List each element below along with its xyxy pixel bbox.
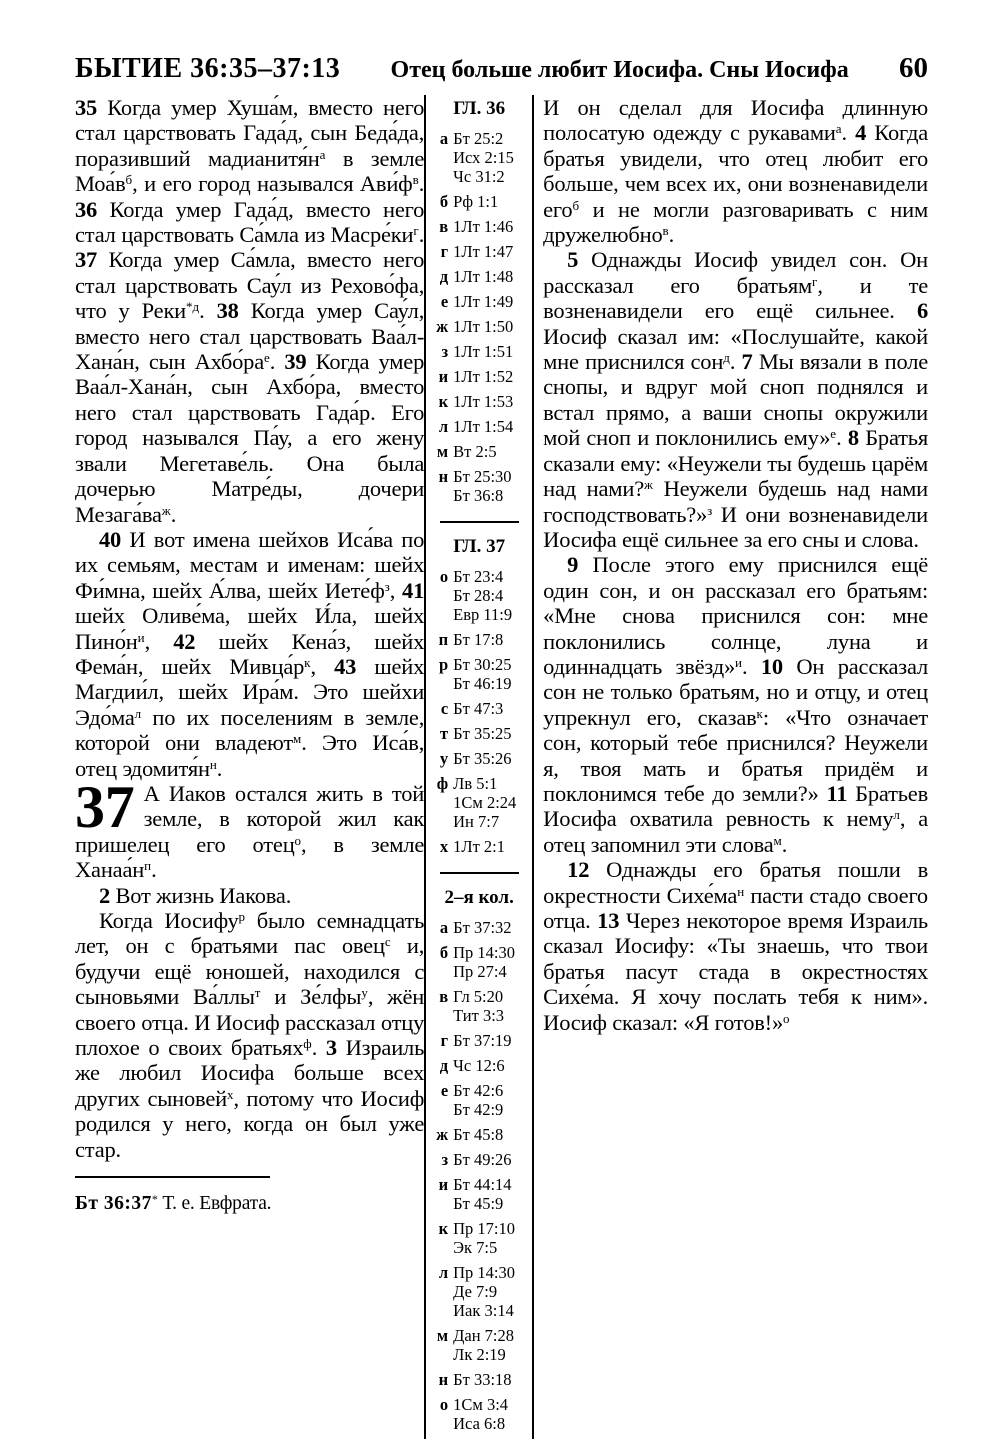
- verse-text: И они возненавидели Иосифа ещё сильнее за его сны и слова.: [543, 501, 928, 552]
- ref-list: [453, 1370, 527, 1389]
- ref-letter: т: [440, 724, 449, 743]
- ref-entry: [431, 699, 527, 718]
- cross-ref-marker: д: [723, 350, 730, 366]
- ref-entry: [431, 1326, 527, 1364]
- verse-text: .: [199, 298, 217, 324]
- verse-text: шейх Кена́з, шейх Фема́н, шейх Мивца́р: [75, 628, 425, 679]
- verse-text: Когда братья увидели, что отец любит его больше, чем всех их, они возненавидели его: [543, 120, 928, 222]
- ref-letter: б: [439, 192, 449, 211]
- ref-item: Бт 46:19: [453, 674, 512, 693]
- ref-list: [453, 837, 527, 856]
- ref-entry: [431, 442, 527, 461]
- cross-ref-marker: е: [830, 426, 837, 442]
- ref-list: [453, 630, 527, 649]
- ref-item: Де 7:9: [453, 1282, 498, 1301]
- ref-list: [453, 417, 527, 436]
- verse-text: Иосиф сказал им: «Послушайте, какой мне приснился сон: [543, 323, 928, 375]
- ref-item: 1Лт 1:51: [453, 342, 514, 361]
- paragraph: [75, 883, 424, 908]
- verse-text: и не могли разговаривать с ним дружелюбно: [543, 196, 928, 248]
- ref-letter: к: [438, 392, 449, 411]
- cross-ref-marker: р: [238, 909, 246, 924]
- ref-letter: д: [439, 1056, 449, 1075]
- verse-text: Вот жизнь Иакова.: [110, 882, 292, 908]
- ref-item: Тит 3:3: [453, 1006, 505, 1025]
- cross-reference-column: [424, 95, 534, 1439]
- ref-entry: [431, 1056, 527, 1075]
- cross-ref-marker: к: [756, 705, 763, 721]
- footnote-ref: Бт 36:37: [75, 1193, 152, 1215]
- ref-entry: [431, 837, 527, 856]
- verse-text: в земле Моа́в: [75, 145, 425, 197]
- cross-ref-marker: з: [384, 578, 390, 594]
- ref-item: Бт 45:9: [453, 1194, 504, 1213]
- cross-ref-marker: х: [226, 1086, 234, 1102]
- ref-group-title: ГЛ. 36: [453, 98, 506, 119]
- verse-text: ,: [310, 653, 335, 679]
- ref-item: Лк 2:19: [453, 1345, 506, 1364]
- ref-list: [453, 987, 527, 1025]
- verse-number: 35: [75, 95, 98, 120]
- verse-text: , потому что Иосиф родился у него, когда он был уже стар.: [75, 1085, 425, 1162]
- cross-ref-marker: н: [737, 883, 745, 899]
- ref-letter: в: [439, 987, 449, 1006]
- ref-entry: [431, 943, 527, 981]
- verse-number: 2: [99, 882, 111, 908]
- ref-list: [453, 918, 527, 937]
- ref-item: Бт 28:4: [453, 586, 504, 605]
- ref-item: Вт 2:5: [453, 442, 497, 461]
- ref-entry: [431, 467, 527, 505]
- cross-ref-marker: и: [735, 654, 742, 670]
- ref-letter: л: [438, 417, 449, 436]
- paragraph: [75, 95, 424, 527]
- verse-number: 10: [760, 653, 783, 679]
- ref-item: 1Лт 1:46: [453, 217, 514, 236]
- ref-list: [453, 1081, 527, 1119]
- cross-ref-marker: т: [254, 985, 261, 1001]
- ref-item: 1Лт 1:54: [453, 417, 514, 436]
- ref-group-title: ГЛ. 37: [453, 536, 506, 557]
- ref-entry: [431, 392, 527, 411]
- verse-number: 13: [597, 908, 620, 933]
- ref-list: [453, 367, 527, 386]
- ref-letter: е: [440, 1081, 449, 1100]
- ref-list: [453, 1326, 527, 1364]
- ref-letter: а: [439, 129, 449, 148]
- ref-list: [453, 242, 527, 261]
- cross-ref-marker: м: [293, 731, 302, 747]
- text-columns: [75, 95, 928, 1439]
- ref-entry: [431, 655, 527, 693]
- ref-letter: х: [439, 837, 449, 856]
- paragraph: [543, 247, 928, 552]
- ref-group-title: 2–я кол.: [444, 887, 514, 908]
- ref-item: Бт 37:32: [453, 918, 512, 937]
- ref-letter: п: [438, 630, 449, 649]
- verse-text: Когда умер Ваа́л-Хана́н, сын Ахбо́ра, вместо него стал царствовать Гада́р. Его город назывался Па́у, а его жену звали Мегетаве́ль. Она была дочерью Матре́ды, дочери Мезага́ва: [75, 349, 425, 527]
- verse-text: , а отец запомнил эти слова: [543, 806, 929, 857]
- ref-item: Рф 1:1: [453, 192, 499, 211]
- ref-list: [453, 342, 527, 361]
- verse-text: ,: [389, 577, 403, 603]
- ref-letter: и: [438, 1175, 449, 1194]
- ref-letter: г: [440, 1031, 449, 1050]
- ref-entry: [431, 267, 527, 286]
- verse-text: Когда умер Хуша́м, вместо него стал царствовать Гада́д, сын Беда́да, поразивший мадианитя́н: [75, 95, 425, 171]
- ref-item: 1Лт 2:1: [453, 837, 506, 856]
- cross-ref-marker: в: [662, 223, 669, 239]
- ref-letter: л: [438, 1263, 449, 1282]
- page-number: 60: [899, 52, 928, 84]
- ref-list: [453, 1175, 527, 1213]
- chapter-number: 37: [75, 773, 135, 840]
- ref-letter: о: [439, 1395, 449, 1414]
- ref-item: Чс 12:6: [453, 1056, 505, 1075]
- verse-text: Неужели будешь над нами господствовать?»: [543, 476, 928, 527]
- footnote: [75, 1187, 424, 1216]
- verse-text: Братья сказали ему: «Неужели ты будешь царём над нами?: [543, 425, 929, 502]
- ref-list: [453, 467, 527, 505]
- ref-list: [453, 724, 527, 743]
- cross-ref-marker: п: [144, 858, 152, 874]
- ref-list: [453, 1031, 527, 1050]
- ref-letter: б: [439, 943, 449, 962]
- ref-item: Бт 17:8: [453, 630, 504, 649]
- ref-letter: и: [438, 367, 449, 386]
- ref-list: [453, 267, 527, 286]
- ref-item: Бт 25:30: [453, 467, 512, 486]
- verse-text: .: [418, 171, 425, 197]
- verse-text: и, будучи ещё юношей, находился с сыновьями Ва́ллы: [75, 933, 425, 1010]
- ref-item: Бт 37:19: [453, 1031, 512, 1050]
- header-passage-range: БЫТИЕ 36:35–37:13: [75, 53, 341, 84]
- verse-text: Когда умер Сау́л, вместо него стал царствовать Ваа́л-Хана́н, сын Ахбо́ра: [75, 298, 425, 375]
- cross-ref-marker: о: [294, 832, 302, 848]
- ref-letter: е: [440, 292, 449, 311]
- ref-item: Бт 36:8: [453, 486, 504, 505]
- ref-letter: н: [438, 1370, 449, 1389]
- cross-ref-marker: а: [835, 121, 842, 137]
- paragraph: [75, 527, 424, 781]
- verse-number: 4: [855, 120, 867, 146]
- ref-letter: н: [438, 467, 449, 486]
- ref-entry: [431, 1031, 527, 1050]
- cross-ref-marker: е: [264, 350, 270, 366]
- paragraph: [543, 857, 928, 1035]
- ref-item: 1Лт 1:48: [453, 267, 514, 286]
- cross-ref-marker: н: [209, 756, 217, 772]
- ref-item: Исх 2:15: [453, 148, 514, 167]
- ref-item: 1Лт 1:50: [453, 317, 514, 336]
- ref-entry: [431, 342, 527, 361]
- cross-ref-marker: л: [893, 807, 900, 823]
- cross-ref-marker: г: [812, 273, 818, 289]
- verse-number: 5: [567, 247, 579, 273]
- ref-list: [453, 943, 527, 981]
- ref-entry: [431, 217, 527, 236]
- paragraph: [75, 908, 424, 1162]
- verse-text: .: [418, 222, 425, 248]
- ref-entry: [431, 749, 527, 768]
- cross-ref-marker: у: [361, 985, 368, 1001]
- ref-item: Бт 35:25: [453, 724, 512, 743]
- ref-list: [453, 1125, 527, 1144]
- verse-text: шейх Магдии́л, шейх Ира́м. Это шейхи Эдо́ма: [75, 653, 425, 730]
- ref-entry: [431, 987, 527, 1025]
- cross-ref-marker: а: [319, 146, 326, 162]
- ref-item: Бт 33:18: [453, 1370, 512, 1389]
- ref-letter: з: [441, 1150, 449, 1169]
- ref-entry: [431, 1150, 527, 1169]
- verse-text: шейх Оливе́ма, шейх И́ла, шейх Пино́н: [75, 603, 425, 654]
- verse-text: Братьев Иосифа охватила ревность к нему: [543, 780, 928, 832]
- ref-entry: [431, 1081, 527, 1119]
- ref-item: Бт 30:25: [453, 655, 512, 674]
- verse-text: , и те возненавидели его ещё сильнее.: [543, 272, 928, 324]
- ref-item: Эк 7:5: [453, 1238, 498, 1257]
- ref-list: [453, 292, 527, 311]
- footnote-divider: [75, 1176, 270, 1178]
- ref-item: 1См 3:4: [453, 1395, 509, 1414]
- ref-list: [453, 1219, 527, 1257]
- verse-text: . Это Иса́в, отец эдомитя́н: [75, 730, 425, 781]
- verse-text: Когда Иосифу: [99, 908, 239, 933]
- verse-number: 40: [99, 526, 122, 552]
- verse-number: 39: [284, 349, 307, 375]
- ref-list: [453, 217, 527, 236]
- verse-text: Израиль же любил Иосифа больше всех других сыновей: [75, 1035, 425, 1111]
- verse-text: После этого ему приснился ещё один сон, и он рассказал его братьям: «Мне снова приснился сон: мне поклонились солнце, луна и одиннадцать звёзд»: [543, 552, 928, 679]
- ref-item: Иса 6:8: [453, 1414, 506, 1433]
- ref-entry: [431, 417, 527, 436]
- ref-item: Пр 14:30: [453, 943, 516, 962]
- ref-item: Бт 35:26: [453, 749, 512, 768]
- page-header: [75, 52, 928, 85]
- verse-text: и Зе́лфы: [260, 984, 362, 1010]
- ref-item: 1Лт 1:49: [453, 292, 514, 311]
- verse-text: .: [170, 501, 177, 527]
- cross-ref-marker: з: [707, 502, 713, 518]
- verse-number: 6: [916, 298, 928, 324]
- ref-entry: [431, 630, 527, 649]
- paragraph: [543, 95, 928, 247]
- ref-item: Бт 42:6: [453, 1081, 504, 1100]
- verse-text: А Иаков остался жить в той земле, в которой жил как пришелец его отец: [75, 780, 425, 857]
- ref-entry: [431, 567, 527, 624]
- ref-list: [453, 567, 527, 624]
- ref-letter: г: [440, 242, 449, 261]
- verse-text: Однажды его братья пошли в окрестности Сихе́ма: [543, 857, 928, 908]
- verse-text: .: [151, 857, 157, 883]
- verse-text: ,: [144, 628, 174, 654]
- ref-entry: [431, 1175, 527, 1213]
- verse-number: 37: [75, 247, 98, 273]
- cross-ref-marker: и: [137, 629, 145, 645]
- ref-list: [453, 1395, 527, 1433]
- right-text-column: [534, 95, 928, 1439]
- ref-item: 1Лт 1:52: [453, 367, 514, 386]
- ref-letter: о: [439, 567, 449, 586]
- ref-list: [453, 1150, 527, 1169]
- ref-item: Евр 11:9: [453, 605, 513, 624]
- ref-letter: в: [439, 217, 449, 236]
- cross-ref-marker: м: [773, 832, 782, 848]
- ref-item: Дан 7:28: [453, 1326, 515, 1345]
- ref-item: Гл 5:20: [453, 987, 504, 1006]
- ref-item: Пр 17:10: [453, 1219, 516, 1238]
- ref-letter: с: [440, 699, 449, 718]
- cross-ref-marker: ф: [303, 1036, 312, 1052]
- left-text-column: [75, 95, 424, 1439]
- verse-text: .: [841, 120, 856, 146]
- ref-entry: [431, 1219, 527, 1257]
- ref-letter: у: [439, 749, 449, 768]
- verse-text: Когда умер Гада́д, вместо него стал царствовать Са́мла из Масре́ки: [75, 196, 425, 248]
- ref-list: [453, 442, 527, 461]
- verse-text: было семнадцать лет, он с братьями пас овец: [75, 908, 425, 959]
- ref-list: [453, 699, 527, 718]
- ref-entry: [431, 317, 527, 336]
- ref-entry: [431, 1263, 527, 1320]
- verse-number: 36: [75, 196, 98, 222]
- ref-list: [453, 129, 527, 186]
- ref-entry: [431, 129, 527, 186]
- ref-list: [453, 1056, 527, 1075]
- ref-letter: ж: [436, 317, 449, 336]
- verse-text: .: [836, 425, 848, 451]
- footnote-text: Т. е. Евфрата.: [157, 1193, 272, 1215]
- ref-entry: [431, 918, 527, 937]
- ref-entry: [431, 774, 527, 831]
- ref-entry: [431, 724, 527, 743]
- verse-text: , и его город назывался Ави́ф: [132, 171, 413, 197]
- verse-number: 11: [826, 780, 848, 806]
- cross-ref-marker: ж: [161, 502, 171, 518]
- cross-ref-marker: *д: [186, 299, 200, 315]
- verse-text: Однажды Иосиф увидел сон. Он рассказал его братьям: [543, 247, 928, 298]
- cross-ref-marker: ж: [643, 477, 653, 493]
- ref-list: [453, 1263, 527, 1320]
- verse-text: пасти стадо своего отца.: [543, 882, 928, 933]
- cross-ref-marker: г: [413, 223, 419, 239]
- ref-item: 1Лт 1:47: [453, 242, 514, 261]
- verse-number: 9: [567, 552, 579, 578]
- verse-text: .: [781, 831, 788, 857]
- verse-text: по их поселениям в земле, которой они владеют: [75, 704, 425, 756]
- ref-letter: з: [441, 342, 449, 361]
- ref-list: [453, 192, 527, 211]
- verse-text: , в земле Ханаа́н: [75, 831, 425, 883]
- cross-ref-marker: в: [412, 172, 419, 188]
- ref-item: Бт 23:4: [453, 567, 504, 586]
- verse-text: Через некоторое время Израиль сказал Иосифу: «Ты знаешь, что твои братья пасут стада в окрестностях Сихе́ма. Я хочу послать тебя к ним». Иосиф сказал: «Я готов!»: [543, 908, 928, 1035]
- verse-text: .: [741, 653, 761, 679]
- cross-ref-marker: л: [134, 705, 142, 721]
- ref-list: [453, 317, 527, 336]
- ref-entry: [431, 1395, 527, 1433]
- ref-letter: к: [438, 1219, 449, 1238]
- ref-item: Чс 31:2: [453, 167, 505, 186]
- ref-entry: [431, 1125, 527, 1144]
- cross-ref-marker: к: [304, 654, 311, 670]
- verse-number: 38: [216, 298, 239, 324]
- verse-text: : «Что означает сон, который тебе приснился? Неужели я, твоя мать и братья придём и поклонимся тебе до земли?»: [543, 704, 928, 806]
- ref-item: Лв 5:1: [453, 774, 498, 793]
- ref-letter: р: [438, 655, 449, 674]
- ref-item: Бт 42:9: [453, 1100, 504, 1119]
- ref-item: Бт 47:3: [453, 699, 504, 718]
- ref-list: [453, 655, 527, 693]
- ref-item: Бт 49:26: [453, 1150, 512, 1169]
- verse-number: 42: [173, 628, 196, 654]
- verse-number: 3: [325, 1035, 337, 1061]
- verse-number: 8: [847, 425, 859, 451]
- ref-letter: ф: [436, 774, 449, 793]
- verse-number: 7: [741, 349, 753, 375]
- verse-text: Мы вязали в поле снопы, и вдруг мой сноп поднялся и встал прямо, а ваши снопы окружили мой сноп и поклонились ему»: [543, 349, 929, 451]
- verse-number: 12: [567, 857, 590, 883]
- cross-ref-marker: с: [384, 934, 391, 950]
- ref-item: Пр 27:4: [453, 962, 507, 981]
- cross-ref-marker: о: [783, 1010, 790, 1026]
- ref-item: 1См 2:24: [453, 793, 517, 812]
- ref-list: [453, 749, 527, 768]
- chapter-paragraph: [75, 773, 425, 883]
- ref-item: 1Лт 1:53: [453, 392, 514, 411]
- verse-text: Он рассказал сон не только братьям, но и отцу, и отец упрекнул его, сказав: [543, 653, 928, 730]
- ref-item: Иак 3:14: [453, 1301, 514, 1320]
- verse-number: 43: [334, 653, 357, 679]
- ref-letter: м: [436, 442, 449, 461]
- ref-item: Бт 45:8: [453, 1125, 504, 1144]
- paragraph: [543, 552, 928, 857]
- ref-letter: м: [436, 1326, 449, 1345]
- cross-ref-marker: б: [572, 197, 580, 213]
- ref-item: Ин 7:7: [453, 812, 500, 831]
- ref-entry: [431, 242, 527, 261]
- ref-list: [453, 774, 527, 831]
- section-divider: [440, 521, 519, 523]
- ref-entry: [431, 192, 527, 211]
- footnote-marker: *: [151, 1192, 158, 1207]
- ref-letter: ж: [436, 1125, 449, 1144]
- ref-letter: д: [439, 267, 449, 286]
- ref-list: [453, 392, 527, 411]
- verse-number: 41: [402, 577, 425, 603]
- verse-text: И вот имена шейхов Иса́ва по их семьям, местам и именам: шейх Фи́мна, шейх А́лва, шейх Иете́ф: [75, 526, 425, 603]
- ref-item: Пр 14:30: [453, 1263, 516, 1282]
- verse-text: Когда умер Са́мла, вместо него стал царствовать Сау́л из Рехово́фа, что у Реки: [75, 247, 425, 324]
- ref-entry: [431, 292, 527, 311]
- verse-text: , жён своего отца. И Иосиф рассказал отцу плохое о своих братьях: [75, 984, 425, 1061]
- verse-text: .: [269, 349, 285, 375]
- verse-text: .: [729, 349, 742, 375]
- header-running-title: Отец больше любит Иосифа. Сны Иосифа: [390, 57, 849, 83]
- section-divider: [440, 872, 519, 874]
- cross-ref-marker: б: [125, 172, 133, 188]
- ref-entry: [431, 367, 527, 386]
- verse-text: .: [668, 222, 675, 248]
- ref-item: Бт 25:2: [453, 129, 504, 148]
- verse-text: И он сделал для Иосифа длинную полосатую одежду с рукавами: [543, 95, 928, 146]
- ref-entry: [431, 1370, 527, 1389]
- verse-text: .: [311, 1035, 326, 1061]
- ref-letter: а: [439, 918, 449, 937]
- verse-text: .: [216, 755, 223, 781]
- ref-item: Бт 44:14: [453, 1175, 512, 1194]
